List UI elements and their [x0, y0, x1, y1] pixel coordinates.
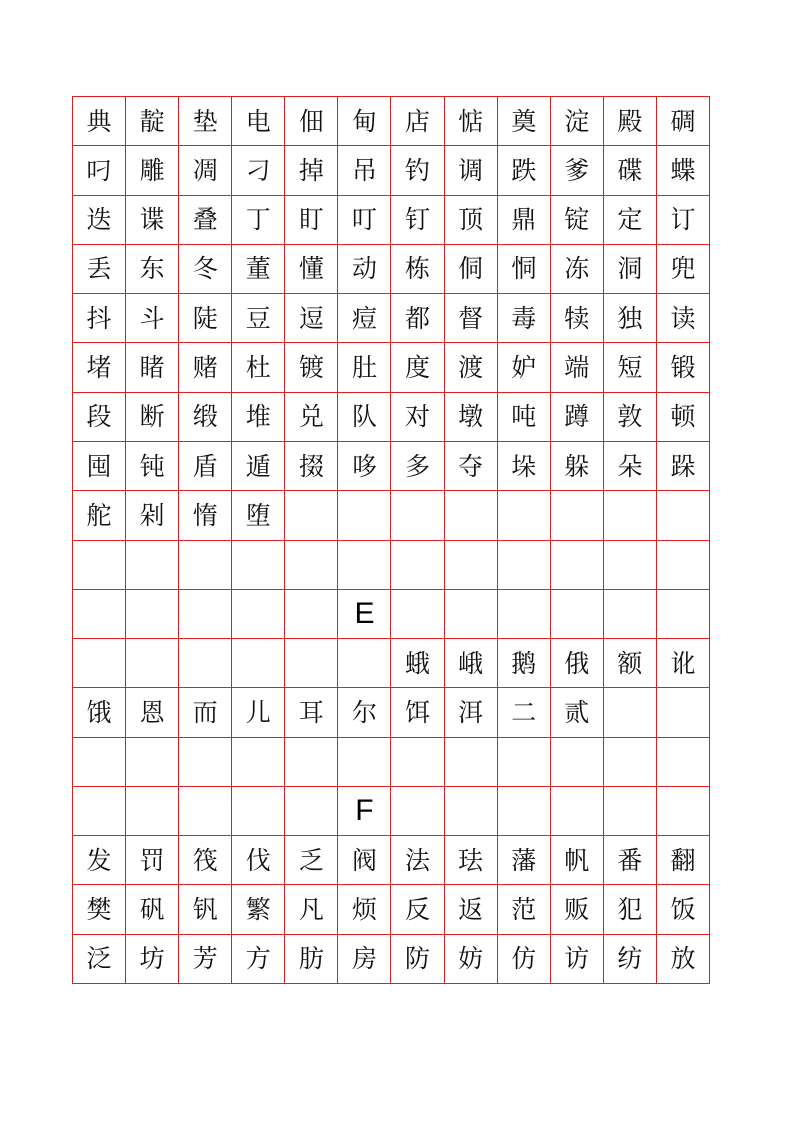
- character-cell: 鹅: [498, 639, 551, 688]
- empty-cell: [391, 738, 444, 787]
- empty-cell: [285, 738, 338, 787]
- character-cell: 殿: [604, 97, 657, 146]
- empty-cell: [338, 639, 391, 688]
- character-cell: 俄: [551, 639, 604, 688]
- character-cell: 独: [604, 294, 657, 343]
- empty-cell: [604, 688, 657, 737]
- empty-cell: [604, 491, 657, 540]
- character-cell: 范: [498, 885, 551, 934]
- empty-cell: [445, 738, 498, 787]
- character-cell: 读: [657, 294, 710, 343]
- character-cell: 惦: [445, 97, 498, 146]
- empty-cell: [551, 541, 604, 590]
- empty-cell: [604, 787, 657, 836]
- character-cell: 碟: [604, 146, 657, 195]
- character-cell: 贩: [551, 885, 604, 934]
- character-cell: 斗: [126, 294, 179, 343]
- character-cell: 缎: [179, 393, 232, 442]
- character-cell: 剁: [126, 491, 179, 540]
- character-cell: 遁: [232, 442, 285, 491]
- character-cell: 督: [445, 294, 498, 343]
- character-cell: 掇: [285, 442, 338, 491]
- empty-cell: [498, 541, 551, 590]
- character-cell: 栋: [391, 245, 444, 294]
- character-cell: 发: [73, 836, 126, 885]
- empty-cell: [498, 787, 551, 836]
- character-cell: 碉: [657, 97, 710, 146]
- character-cell: 典: [73, 97, 126, 146]
- character-cell: 堕: [232, 491, 285, 540]
- empty-cell: [391, 590, 444, 639]
- character-cell: 雕: [126, 146, 179, 195]
- character-cell: 饵: [391, 688, 444, 737]
- character-cell: 顿: [657, 393, 710, 442]
- empty-cell: [73, 787, 126, 836]
- character-cell: 饭: [657, 885, 710, 934]
- character-cell: 防: [391, 935, 444, 984]
- character-cell: 洞: [604, 245, 657, 294]
- character-cell: 靛: [126, 97, 179, 146]
- empty-cell: [179, 738, 232, 787]
- character-cell: 繁: [232, 885, 285, 934]
- character-cell: 懂: [285, 245, 338, 294]
- character-cell: 对: [391, 393, 444, 442]
- character-cell: 东: [126, 245, 179, 294]
- character-cell: 堵: [73, 343, 126, 392]
- character-cell: 逗: [285, 294, 338, 343]
- character-cell: 房: [338, 935, 391, 984]
- character-cell: 陡: [179, 294, 232, 343]
- character-cell: 断: [126, 393, 179, 442]
- character-cell: 囤: [73, 442, 126, 491]
- character-cell: 犯: [604, 885, 657, 934]
- character-cell: 佃: [285, 97, 338, 146]
- empty-cell: [445, 787, 498, 836]
- character-cell: 纺: [604, 935, 657, 984]
- character-cell: 赌: [179, 343, 232, 392]
- character-cell: 放: [657, 935, 710, 984]
- character-cell: 筏: [179, 836, 232, 885]
- character-cell: 凡: [285, 885, 338, 934]
- character-cell: 乏: [285, 836, 338, 885]
- empty-cell: [391, 491, 444, 540]
- character-grid: [72, 96, 710, 984]
- empty-cell: [391, 541, 444, 590]
- empty-cell: [657, 787, 710, 836]
- character-cell: 镀: [285, 343, 338, 392]
- character-cell: 墩: [445, 393, 498, 442]
- character-cell: 法: [391, 836, 444, 885]
- character-cell: 垛: [498, 442, 551, 491]
- empty-cell: [338, 738, 391, 787]
- character-cell: 调: [445, 146, 498, 195]
- character-cell: 动: [338, 245, 391, 294]
- empty-cell: [73, 590, 126, 639]
- character-cell: 反: [391, 885, 444, 934]
- character-cell: 珐: [445, 836, 498, 885]
- character-cell: 额: [604, 639, 657, 688]
- empty-cell: [498, 590, 551, 639]
- character-cell: 锭: [551, 196, 604, 245]
- character-cell: 谍: [126, 196, 179, 245]
- character-cell: 阀: [338, 836, 391, 885]
- character-cell: 藩: [498, 836, 551, 885]
- empty-cell: [126, 738, 179, 787]
- empty-cell: [232, 590, 285, 639]
- empty-cell: [604, 590, 657, 639]
- character-cell: 睹: [126, 343, 179, 392]
- character-cell: 访: [551, 935, 604, 984]
- character-cell: 泛: [73, 935, 126, 984]
- character-cell: 犊: [551, 294, 604, 343]
- character-cell: 甸: [338, 97, 391, 146]
- character-cell: 吊: [338, 146, 391, 195]
- character-cell: 多: [391, 442, 444, 491]
- empty-cell: [445, 541, 498, 590]
- character-cell: 仿: [498, 935, 551, 984]
- empty-cell: [73, 541, 126, 590]
- character-cell: 钉: [391, 196, 444, 245]
- character-cell: 饿: [73, 688, 126, 737]
- character-cell: 都: [391, 294, 444, 343]
- character-cell: 讹: [657, 639, 710, 688]
- character-cell: 渡: [445, 343, 498, 392]
- character-cell: 钓: [391, 146, 444, 195]
- character-cell: 峨: [445, 639, 498, 688]
- character-cell: 定: [604, 196, 657, 245]
- character-cell: 段: [73, 393, 126, 442]
- character-cell: 矾: [126, 885, 179, 934]
- empty-cell: [551, 491, 604, 540]
- character-cell: 而: [179, 688, 232, 737]
- empty-cell: [285, 541, 338, 590]
- character-cell: 敦: [604, 393, 657, 442]
- empty-cell: [285, 491, 338, 540]
- character-cell: 杜: [232, 343, 285, 392]
- character-cell: 痘: [338, 294, 391, 343]
- character-cell: 锻: [657, 343, 710, 392]
- character-cell: 妒: [498, 343, 551, 392]
- character-cell: 董: [232, 245, 285, 294]
- empty-cell: [73, 738, 126, 787]
- character-cell: 丁: [232, 196, 285, 245]
- section-letter: E: [338, 590, 391, 639]
- character-cell: 妨: [445, 935, 498, 984]
- character-cell: 冻: [551, 245, 604, 294]
- character-cell: 二: [498, 688, 551, 737]
- character-cell: 芳: [179, 935, 232, 984]
- empty-cell: [498, 738, 551, 787]
- character-cell: 舵: [73, 491, 126, 540]
- character-cell: 方: [232, 935, 285, 984]
- character-cell: 番: [604, 836, 657, 885]
- empty-cell: [604, 738, 657, 787]
- character-cell: 哆: [338, 442, 391, 491]
- empty-cell: [338, 491, 391, 540]
- empty-cell: [445, 491, 498, 540]
- empty-cell: [285, 639, 338, 688]
- character-cell: 肚: [338, 343, 391, 392]
- character-cell: 顶: [445, 196, 498, 245]
- character-cell: 盾: [179, 442, 232, 491]
- empty-cell: [126, 541, 179, 590]
- character-cell: 奠: [498, 97, 551, 146]
- character-cell: 尔: [338, 688, 391, 737]
- character-cell: 伐: [232, 836, 285, 885]
- character-cell: 兑: [285, 393, 338, 442]
- character-cell: 叼: [73, 146, 126, 195]
- character-cell: 订: [657, 196, 710, 245]
- empty-cell: [179, 639, 232, 688]
- empty-cell: [232, 738, 285, 787]
- character-cell: 毒: [498, 294, 551, 343]
- character-cell: 翻: [657, 836, 710, 885]
- character-cell: 端: [551, 343, 604, 392]
- empty-cell: [657, 688, 710, 737]
- empty-cell: [551, 787, 604, 836]
- empty-cell: [232, 787, 285, 836]
- character-cell: 躲: [551, 442, 604, 491]
- empty-cell: [551, 738, 604, 787]
- empty-cell: [232, 541, 285, 590]
- character-cell: 鼎: [498, 196, 551, 245]
- empty-cell: [232, 639, 285, 688]
- empty-cell: [126, 639, 179, 688]
- character-cell: 堆: [232, 393, 285, 442]
- character-cell: 盯: [285, 196, 338, 245]
- empty-cell: [338, 541, 391, 590]
- empty-cell: [498, 491, 551, 540]
- character-cell: 豆: [232, 294, 285, 343]
- character-cell: 跺: [657, 442, 710, 491]
- character-cell: 钒: [179, 885, 232, 934]
- character-cell: 返: [445, 885, 498, 934]
- empty-cell: [179, 787, 232, 836]
- character-cell: 队: [338, 393, 391, 442]
- empty-cell: [126, 590, 179, 639]
- character-cell: 吨: [498, 393, 551, 442]
- character-cell: 叮: [338, 196, 391, 245]
- character-cell: 惰: [179, 491, 232, 540]
- empty-cell: [657, 738, 710, 787]
- character-cell: 蝶: [657, 146, 710, 195]
- character-cell: 夺: [445, 442, 498, 491]
- empty-cell: [126, 787, 179, 836]
- character-cell: 跌: [498, 146, 551, 195]
- character-cell: 迭: [73, 196, 126, 245]
- character-cell: 坊: [126, 935, 179, 984]
- character-cell: 电: [232, 97, 285, 146]
- character-cell: 叠: [179, 196, 232, 245]
- empty-cell: [285, 590, 338, 639]
- character-cell: 抖: [73, 294, 126, 343]
- empty-cell: [445, 590, 498, 639]
- character-cell: 短: [604, 343, 657, 392]
- character-cell: 冬: [179, 245, 232, 294]
- empty-cell: [179, 541, 232, 590]
- character-cell: 恩: [126, 688, 179, 737]
- character-cell: 恫: [498, 245, 551, 294]
- character-cell: 爹: [551, 146, 604, 195]
- character-cell: 耳: [285, 688, 338, 737]
- empty-cell: [657, 541, 710, 590]
- character-cell: 儿: [232, 688, 285, 737]
- character-cell: 凋: [179, 146, 232, 195]
- empty-cell: [657, 590, 710, 639]
- character-cell: 丢: [73, 245, 126, 294]
- character-cell: 垫: [179, 97, 232, 146]
- character-cell: 洱: [445, 688, 498, 737]
- section-letter: F: [338, 787, 391, 836]
- character-cell: 罚: [126, 836, 179, 885]
- character-cell: 兜: [657, 245, 710, 294]
- character-cell: 帆: [551, 836, 604, 885]
- empty-cell: [179, 590, 232, 639]
- empty-cell: [391, 787, 444, 836]
- character-cell: 蛾: [391, 639, 444, 688]
- empty-cell: [551, 590, 604, 639]
- character-cell: 烦: [338, 885, 391, 934]
- character-cell: 朵: [604, 442, 657, 491]
- character-cell: 掉: [285, 146, 338, 195]
- character-cell: 钝: [126, 442, 179, 491]
- empty-cell: [285, 787, 338, 836]
- empty-cell: [657, 491, 710, 540]
- character-cell: 淀: [551, 97, 604, 146]
- character-cell: 刁: [232, 146, 285, 195]
- character-cell: 贰: [551, 688, 604, 737]
- empty-cell: [73, 639, 126, 688]
- character-cell: 侗: [445, 245, 498, 294]
- character-cell: 樊: [73, 885, 126, 934]
- character-cell: 度: [391, 343, 444, 392]
- character-cell: 店: [391, 97, 444, 146]
- empty-cell: [604, 541, 657, 590]
- character-cell: 肪: [285, 935, 338, 984]
- character-cell: 蹲: [551, 393, 604, 442]
